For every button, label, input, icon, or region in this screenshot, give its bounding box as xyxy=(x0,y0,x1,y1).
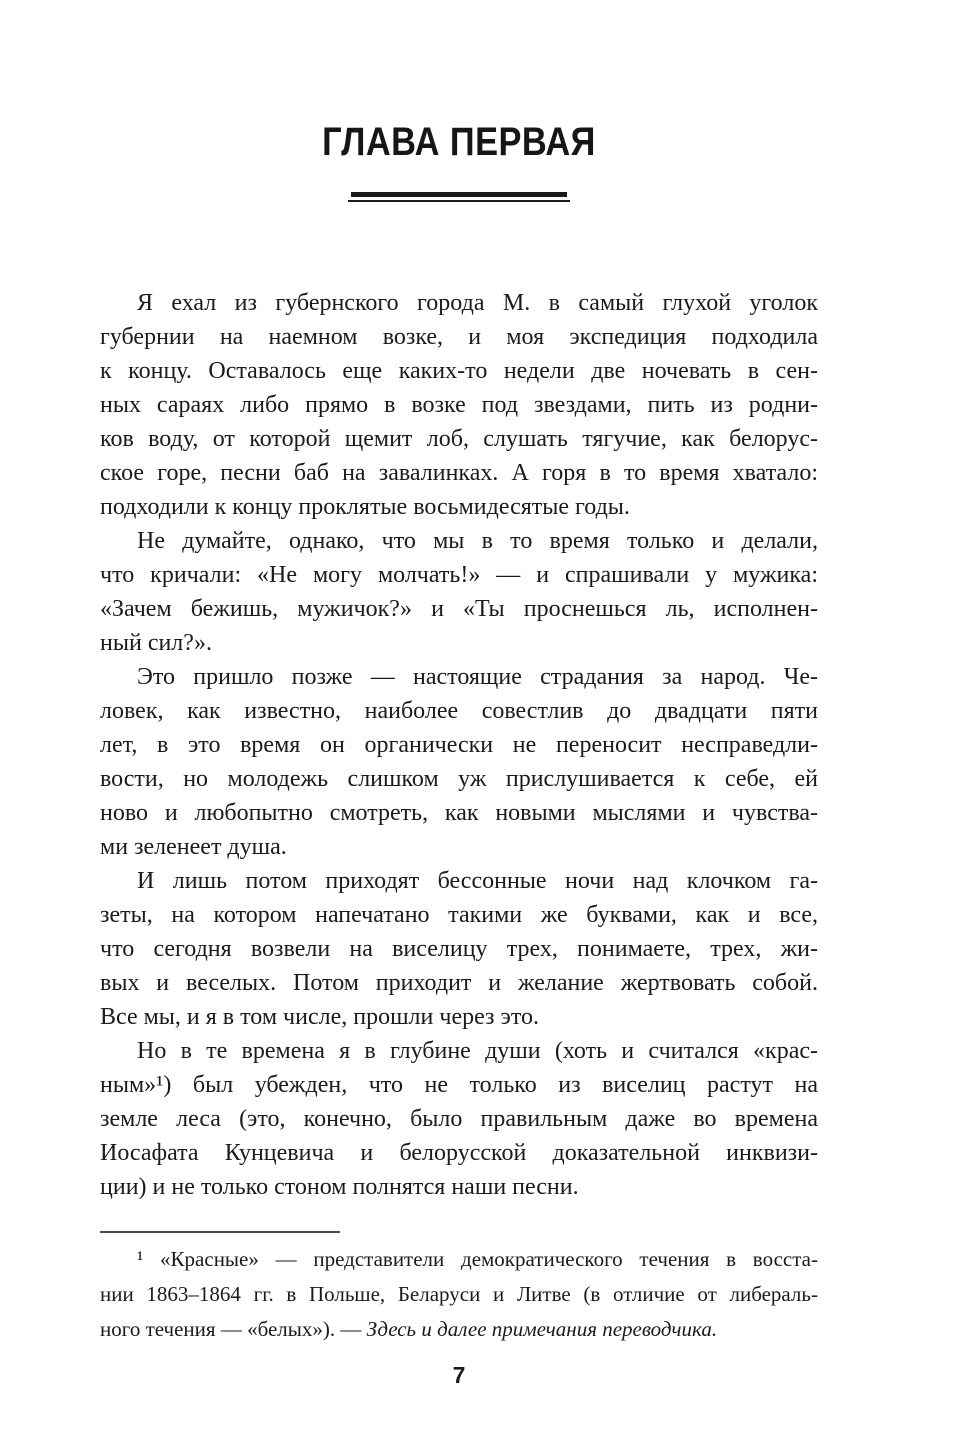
paragraph xyxy=(100,1034,818,1204)
text-line: ным»¹) был убежден, что не только из виселиц растут на xyxy=(100,1072,818,1098)
text-line: ков воду, от которой щемит лоб, слушать тягучие, как белорус- xyxy=(100,426,818,452)
text-line: что сегодня возвели на виселицу трех, понимаете, трех, жи- xyxy=(100,936,818,962)
footnote-line xyxy=(100,1312,818,1347)
footnote-separator xyxy=(100,1231,340,1233)
text-line: подходили к концу проклятые восьмидесятые годы. xyxy=(100,494,630,520)
text-line: И лишь потом приходят бессонные ночи над клочком га- xyxy=(137,868,818,894)
text-line: ново и любопытно смотреть, как новыми мыслями и чувства- xyxy=(100,800,818,826)
paragraph xyxy=(100,524,818,660)
footnote-line xyxy=(100,1242,818,1277)
page-number: 7 xyxy=(452,1362,466,1388)
text-line: губернии на наемном возке, и моя экспедиция подходила xyxy=(100,324,818,350)
paragraph xyxy=(100,286,818,524)
title-ornament-rule xyxy=(348,192,570,202)
text-line: вости, но молодежь слишком уж прислушивается к себе, ей xyxy=(100,766,818,792)
text-line: Это пришло позже — настоящие страдания за народ. Че- xyxy=(137,664,818,690)
footnote xyxy=(100,1242,818,1347)
text-line: ных сараях либо прямо в возке под звездами, пить из родни- xyxy=(100,392,818,418)
text-line: Я ехал из губернского города М. в самый глухой уголок xyxy=(137,290,818,316)
text-line: Но в те времена я в глубине души (хоть и считался «крас- xyxy=(137,1038,818,1064)
text-line: Все мы, и я в том числе, прошли через это. xyxy=(100,1004,539,1030)
text-line: ловек, как известно, наиболее совестлив до двадцати пяти xyxy=(100,698,818,724)
footnote-text: нии 1863–1864 гг. в Польше, Беларуси и Литве (в отличие от либераль- xyxy=(100,1282,818,1306)
body-text xyxy=(100,286,818,1204)
text-line: «Зачем бежишь, мужичок?» и «Ты проснешься ль, исполнен- xyxy=(100,596,818,622)
text-line: ный сил?». xyxy=(100,630,212,656)
paragraph xyxy=(100,864,818,1034)
text-line: ми зеленеет душа. xyxy=(100,834,287,860)
chapter-title: ГЛАВА ПЕРВАЯ xyxy=(322,120,596,164)
ornament-thin-line xyxy=(348,200,570,202)
footnote-line xyxy=(100,1277,818,1312)
footnote-italic-text: Здесь и далее примечания переводчика. xyxy=(366,1317,718,1341)
text-line: Не думайте, однако, что мы в то время только и делали, xyxy=(137,528,818,554)
text-column xyxy=(100,0,818,1389)
paragraph xyxy=(100,660,818,864)
text-line: зеты, на котором напечатано такими же буквами, как и все, xyxy=(100,902,818,928)
ornament-thick-line xyxy=(351,192,567,197)
text-line: Иосафата Кунцевича и белорусской доказательной инквизи- xyxy=(100,1140,818,1166)
text-line: вых и веселых. Потом приходит и желание жертвовать собой. xyxy=(100,970,818,996)
text-line: ции) и не только стоном полнятся наши песни. xyxy=(100,1174,579,1200)
text-line: ское горе, песни баб на завалинках. А горя в то время хватало: xyxy=(100,460,818,486)
footnote-text: ного течения — «белых»). — xyxy=(100,1317,367,1341)
text-line: лет, в это время он органически не переносит несправедли- xyxy=(100,732,818,758)
footnote-text: ¹ «Красные» — представители демократического течения в восста- xyxy=(137,1247,818,1271)
text-line: что кричали: «Не могу молчать!» — и спрашивали у мужика: xyxy=(100,562,818,588)
text-line: к концу. Оставалось еще каких-то недели две ночевать в сен- xyxy=(100,358,818,384)
text-line: земле леса (это, конечно, было правильным даже во времена xyxy=(100,1106,818,1132)
